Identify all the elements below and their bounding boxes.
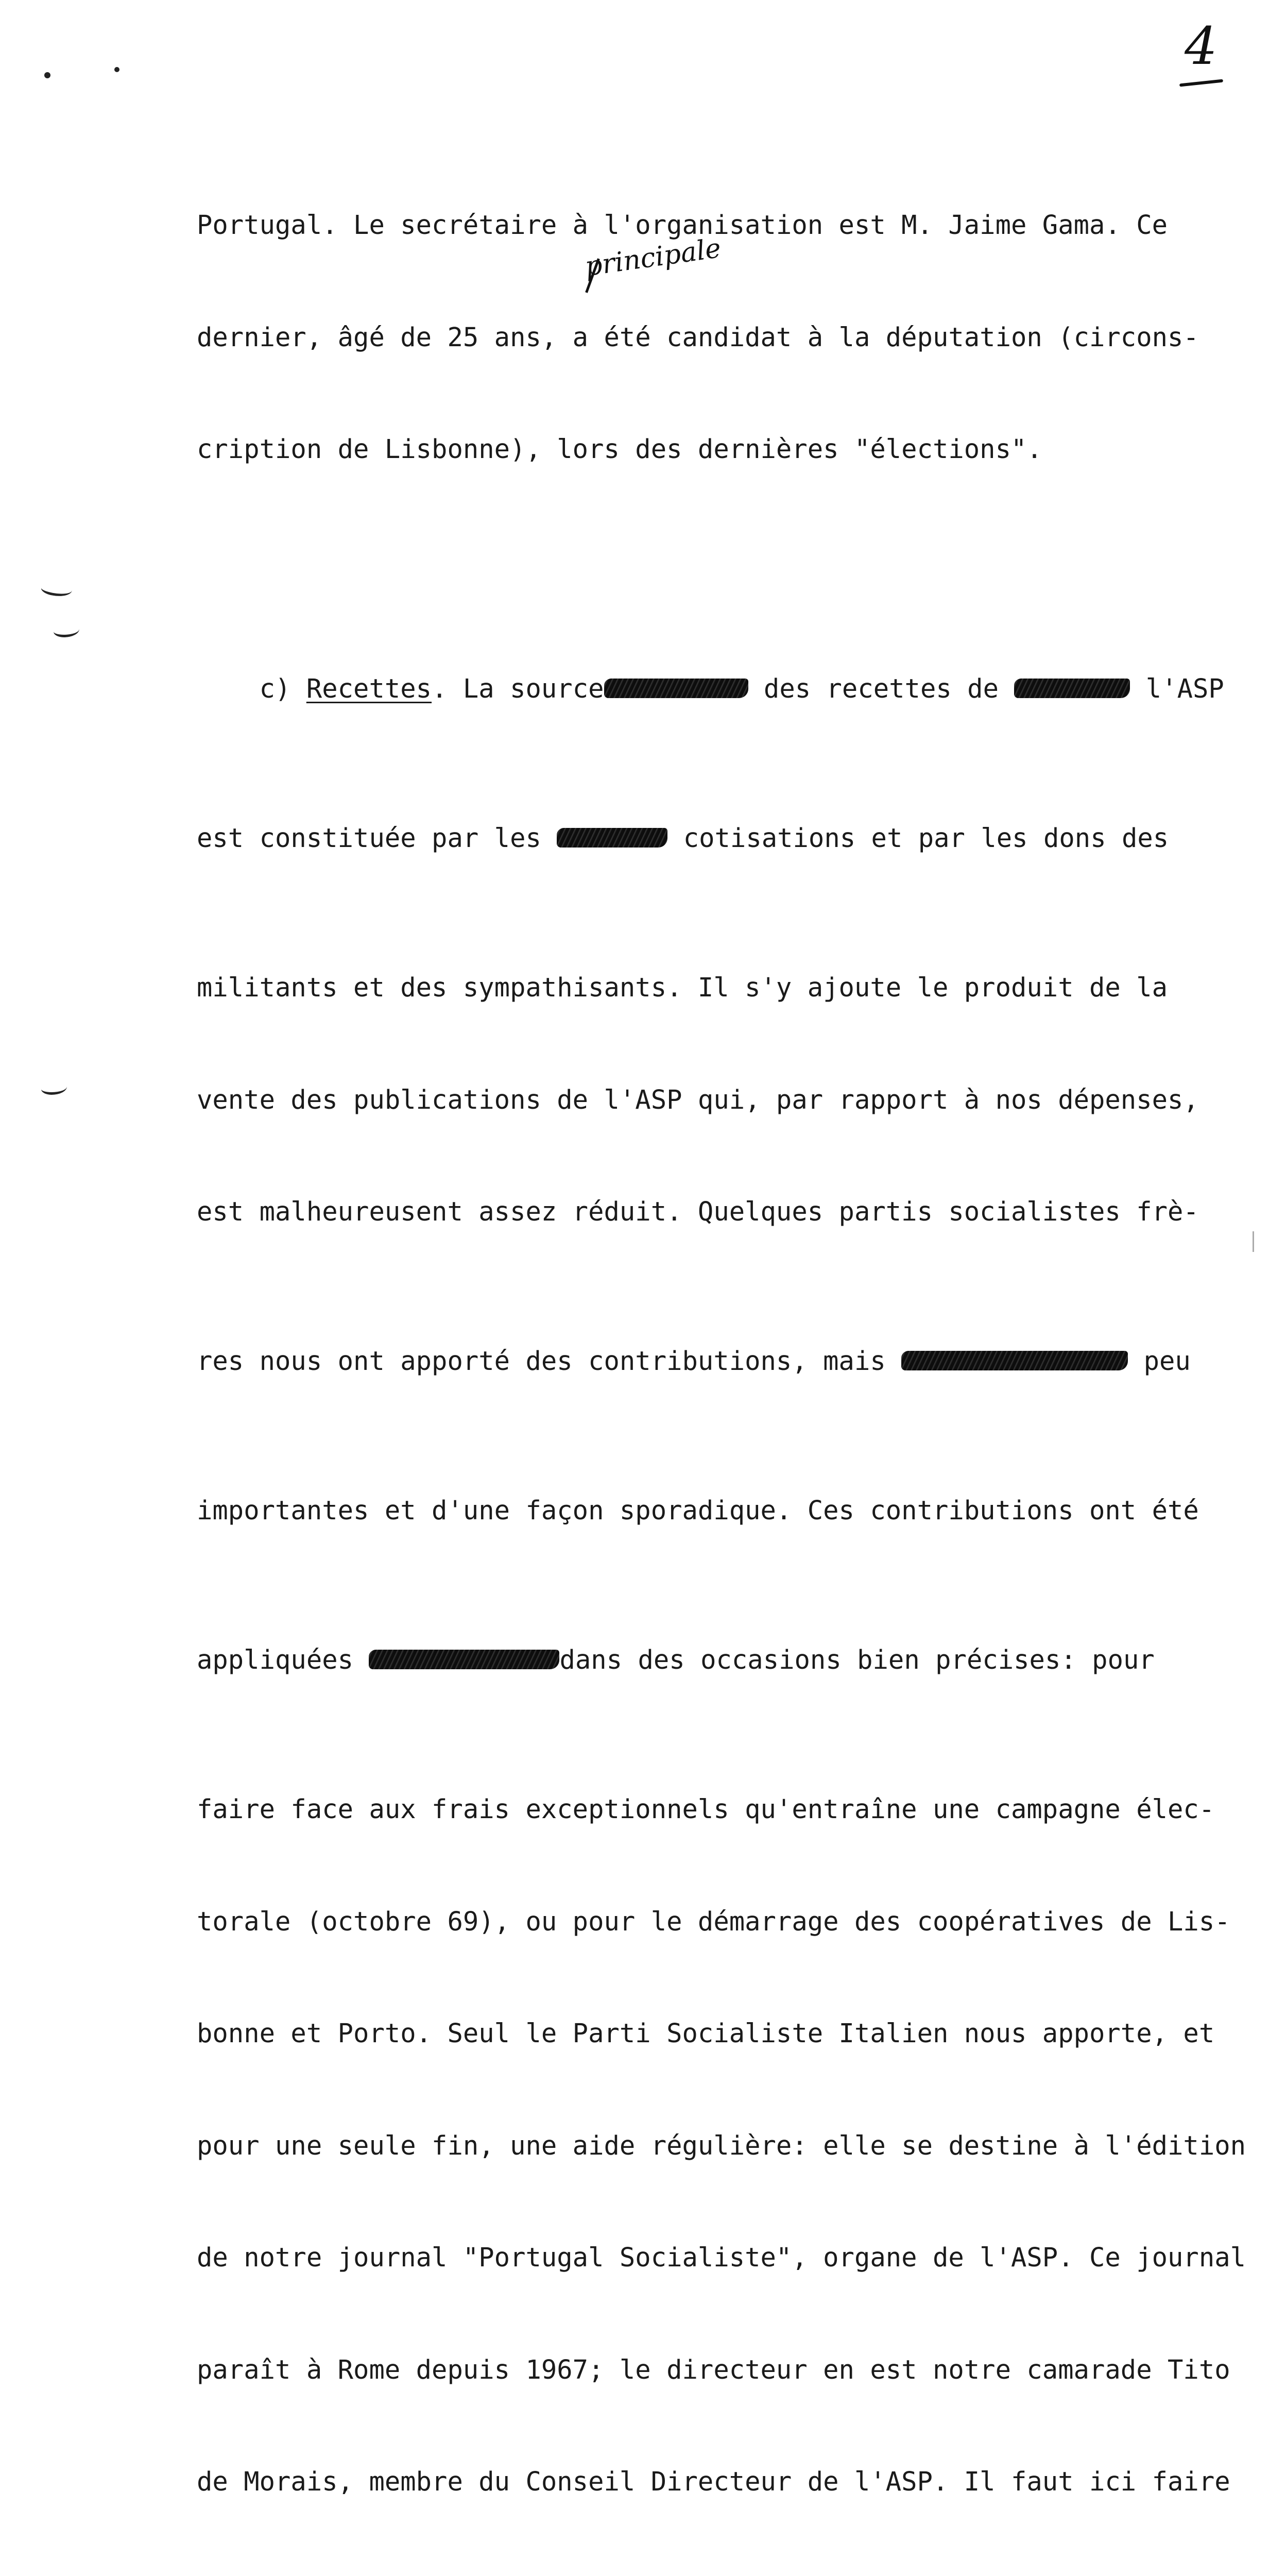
text-line: bonne et Porto. Seul le Parti Socialiste Italien nous apporte, et [197, 2015, 1242, 2053]
text-line [197, 820, 1242, 857]
section-heading: Recettes [306, 673, 432, 704]
margin-mark [1253, 1231, 1254, 1252]
text-line: dernier, âgé de 25 ans, a été candidat à la députation (circons- [197, 319, 1242, 357]
text-run: est constituée par les [197, 823, 557, 853]
margin-mark [54, 623, 79, 637]
text-run: . La source [432, 673, 604, 704]
text-line: paraît à Rome depuis 1967; le directeur en est notre camarade Tito [197, 2351, 1242, 2389]
text-run: res nous ont apporté des contributions, mais [197, 1346, 901, 1376]
struck-out-text [901, 1351, 1128, 1370]
text-run: des recettes de [748, 673, 1015, 704]
struck-out-text [557, 828, 667, 848]
margin-mark [41, 1081, 67, 1095]
struck-out-text [1014, 679, 1130, 698]
text-line: pour une seule fin, une aide régulière: elle se destine à l'édition [197, 2127, 1242, 2165]
body-text [197, 132, 1242, 2576]
text-line [197, 1641, 1242, 1679]
text-run: cotisations et par les dons des [667, 823, 1169, 853]
text-run: l'ASP [1130, 673, 1224, 704]
text-line: torale (octobre 69), ou pour le démarrage des coopératives de Lis- [197, 1903, 1242, 1941]
text-line: vente des publications de l'ASP qui, par rapport à nos dépenses, [197, 1081, 1242, 1119]
text-run: appliquées [197, 1645, 369, 1675]
text-line [197, 1343, 1242, 1380]
margin-dot [44, 72, 50, 78]
margin-mark [40, 580, 73, 599]
page-number: 4 [1185, 21, 1217, 72]
text-run: peu [1128, 1346, 1191, 1376]
text-run: dans des occasions bien précises: pour [559, 1645, 1154, 1675]
text-line: de Morais, membre du Conseil Directeur de l'ASP. Il faut ici faire [197, 2463, 1242, 2501]
text-line: importantes et d'une façon sporadique. Ces contributions ont été [197, 1492, 1242, 1530]
text-line: cription de Lisbonne), lors des dernières "élections". [197, 431, 1242, 468]
text-line [197, 670, 1242, 708]
paragraph-gap [197, 543, 1242, 558]
list-marker: c) [197, 673, 306, 704]
text-line: faire face aux frais exceptionnels qu'entraîne une campagne élec- [197, 1791, 1242, 1828]
struck-out-text [369, 1650, 559, 1669]
margin-dot [114, 67, 119, 72]
struck-out-text [604, 679, 748, 698]
text-line: est malheureusent assez réduit. Quelques partis socialistes frè- [197, 1193, 1242, 1231]
text-line [197, 2575, 1242, 2576]
text-line: de notre journal "Portugal Socialiste", organe de l'ASP. Ce journal [197, 2239, 1242, 2277]
handwritten-insertion: principale [583, 233, 723, 282]
text-line: militants et des sympathisants. Il s'y ajoute le produit de la [197, 969, 1242, 1007]
text-line: Portugal. Le secrétaire à l'organisation est M. Jaime Gama. Ce [197, 207, 1242, 244]
